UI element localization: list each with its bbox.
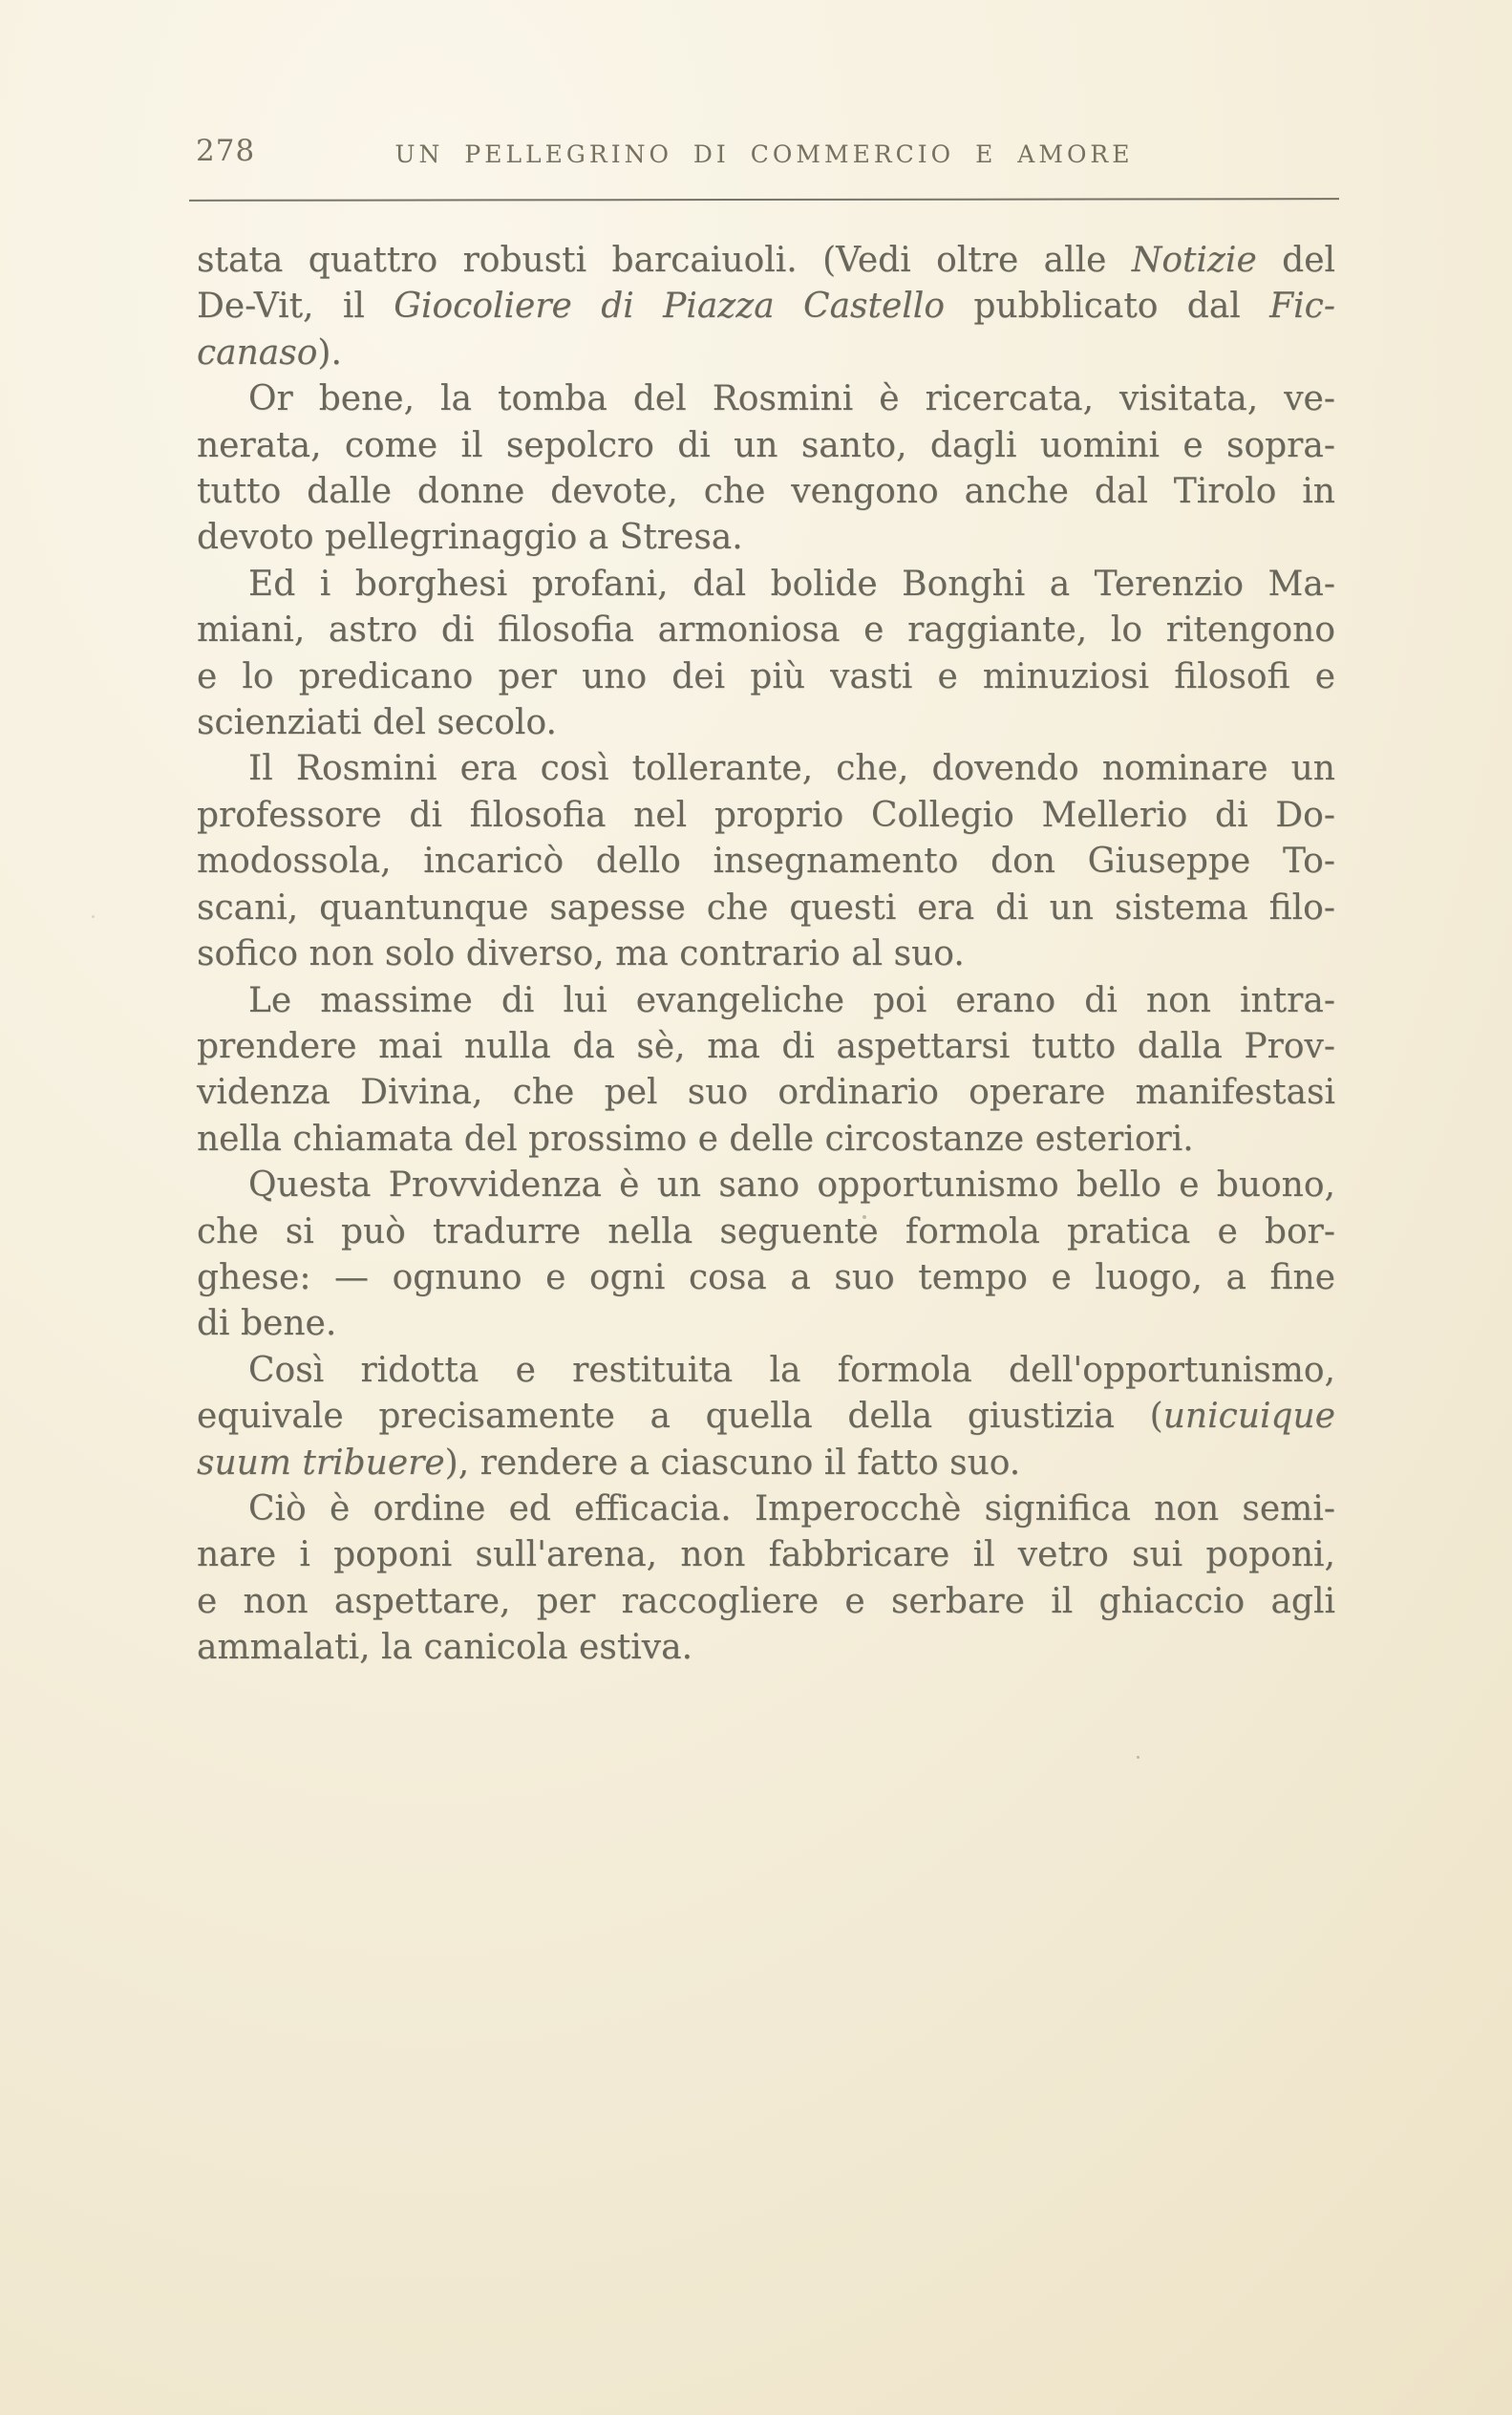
paragraph: [197, 238, 1335, 376]
text-segment: Ciò è ordine ed efficacia. Imperocchè significa non semi-: [248, 1488, 1335, 1528]
text-segment: e lo predicano per uno dei più vasti e minuziosi filosofi e: [197, 656, 1335, 696]
text-segment: del: [1256, 241, 1336, 280]
text-line: [197, 423, 1335, 469]
text-segment: di bene.: [197, 1304, 337, 1344]
text-line: [197, 284, 1335, 330]
text-segment: Il Rosmini era così tollerante, che, dovendo nominare un: [248, 749, 1335, 789]
italic-text-segment: Notizie: [1131, 241, 1257, 280]
page-number: 278: [196, 134, 256, 168]
text-line: [197, 562, 1335, 608]
text-segment: ammalati, la canicola estiva.: [197, 1628, 693, 1668]
italic-text-segment: unicuique: [1162, 1397, 1335, 1437]
text-line: [197, 331, 1335, 376]
text-line: [197, 515, 1335, 561]
text-line: [197, 1625, 1335, 1671]
paragraph: [197, 376, 1335, 562]
text-segment: ).: [317, 332, 342, 373]
paper-speck: [92, 915, 95, 918]
text-segment: scani, quantunque sapesse che questi era di un sistema filo-: [197, 887, 1335, 928]
text-line: [197, 1486, 1335, 1532]
text-line: [197, 1301, 1335, 1347]
text-segment: De-Vit, il: [197, 287, 394, 327]
paragraph: [197, 1348, 1335, 1486]
paragraph: [197, 1486, 1335, 1672]
text-segment: sofico non solo diverso, ma contrario al suo.: [197, 934, 965, 974]
header-rule: [189, 198, 1339, 202]
italic-text-segment: canaso: [197, 332, 318, 373]
text-line: [197, 1024, 1335, 1070]
text-line: [197, 839, 1335, 885]
paragraph: [197, 1163, 1335, 1348]
text-line: [197, 1348, 1335, 1394]
text-line: [197, 608, 1335, 653]
page-body: [197, 238, 1335, 1672]
text-segment: nare i poponi sull'arena, non fabbricare il vetro sui poponi,: [197, 1535, 1335, 1575]
text-line: [197, 746, 1335, 792]
text-line: [197, 1394, 1335, 1440]
text-segment: pubblicato dal: [945, 287, 1270, 327]
text-segment: ), rendere a ciascuno il fatto suo.: [444, 1443, 1021, 1483]
text-segment: Or bene, la tomba del Rosmini è ricercata, visitata, ve-: [248, 379, 1335, 419]
italic-text-segment: Fic-: [1269, 287, 1335, 327]
text-line: [197, 1441, 1335, 1486]
text-segment: miani, astro di filosofia armoniosa e raggiante, lo ritengono: [197, 610, 1335, 651]
text-segment: stata quattro robusti barcaiuoli. (Vedi oltre alle: [197, 241, 1132, 280]
text-segment: ghese: — ognuno e ogni cosa a suo tempo e luogo, a fine: [197, 1257, 1335, 1297]
text-segment: che si può tradurre nella seguente formola pratica e bor-: [197, 1211, 1335, 1251]
text-line: [197, 1532, 1335, 1578]
text-line: [197, 886, 1335, 931]
text-line: [197, 931, 1335, 977]
text-line: [197, 1163, 1335, 1208]
paragraph: [197, 978, 1335, 1164]
paper-speck: [1137, 1756, 1139, 1759]
italic-text-segment: suum tribuere: [197, 1443, 445, 1483]
text-segment: nerata, come il sepolcro di un santo, dagli uomini e sopra-: [197, 425, 1335, 465]
text-segment: professore di filosofia nel proprio Collegio Mellerio di Do-: [197, 795, 1335, 835]
text-segment: modossola, incaricò dello insegnamento don Giuseppe To-: [197, 842, 1335, 882]
text-segment: scienziati del secolo.: [197, 703, 557, 743]
italic-text-segment: Giocoliere di Piazza Castello: [394, 287, 945, 327]
text-segment: nella chiamata del prossimo e delle circostanze esteriori.: [197, 1119, 1194, 1159]
paragraph: [197, 746, 1335, 977]
text-segment: Ed i borghesi profani, dal bolide Bonghi a Terenzio Ma-: [248, 564, 1335, 604]
text-line: [197, 1255, 1335, 1301]
text-segment: prendere mai nulla da sè, ma di aspettarsi tutto dalla Prov-: [197, 1026, 1335, 1066]
text-line: [197, 1209, 1335, 1255]
text-segment: equivale precisamente a quella della giustizia (: [197, 1397, 1163, 1437]
text-line: [197, 978, 1335, 1024]
text-line: [197, 376, 1335, 422]
text-line: [197, 1117, 1335, 1163]
text-segment: e non aspettare, per raccogliere e serbare il ghiaccio agli: [197, 1581, 1335, 1621]
text-segment: Questa Provvidenza è un sano opportunismo bello e buono,: [248, 1165, 1335, 1206]
text-line: [197, 654, 1335, 700]
text-line: [197, 700, 1335, 746]
text-segment: Le massime di lui evangeliche poi erano di non intra-: [248, 980, 1335, 1020]
text-line: [197, 1579, 1335, 1625]
text-segment: videnza Divina, che pel suo ordinario operare manifestasi: [197, 1073, 1335, 1113]
paragraph: [197, 562, 1335, 747]
text-line: [197, 469, 1335, 515]
text-line: [197, 793, 1335, 839]
text-line: [197, 238, 1335, 284]
text-segment: tutto dalle donne devote, che vengono anche dal Tirolo in: [197, 472, 1335, 512]
running-title: UN PELLEGRINO DI COMMERCIO E AMORE: [394, 140, 1134, 168]
paper-speck: [862, 1215, 866, 1219]
text-segment: Così ridotta e restituita la formola dell'opportunismo,: [248, 1350, 1335, 1390]
text-line: [197, 1070, 1335, 1116]
text-segment: devoto pellegrinaggio a Stresa.: [197, 518, 743, 558]
